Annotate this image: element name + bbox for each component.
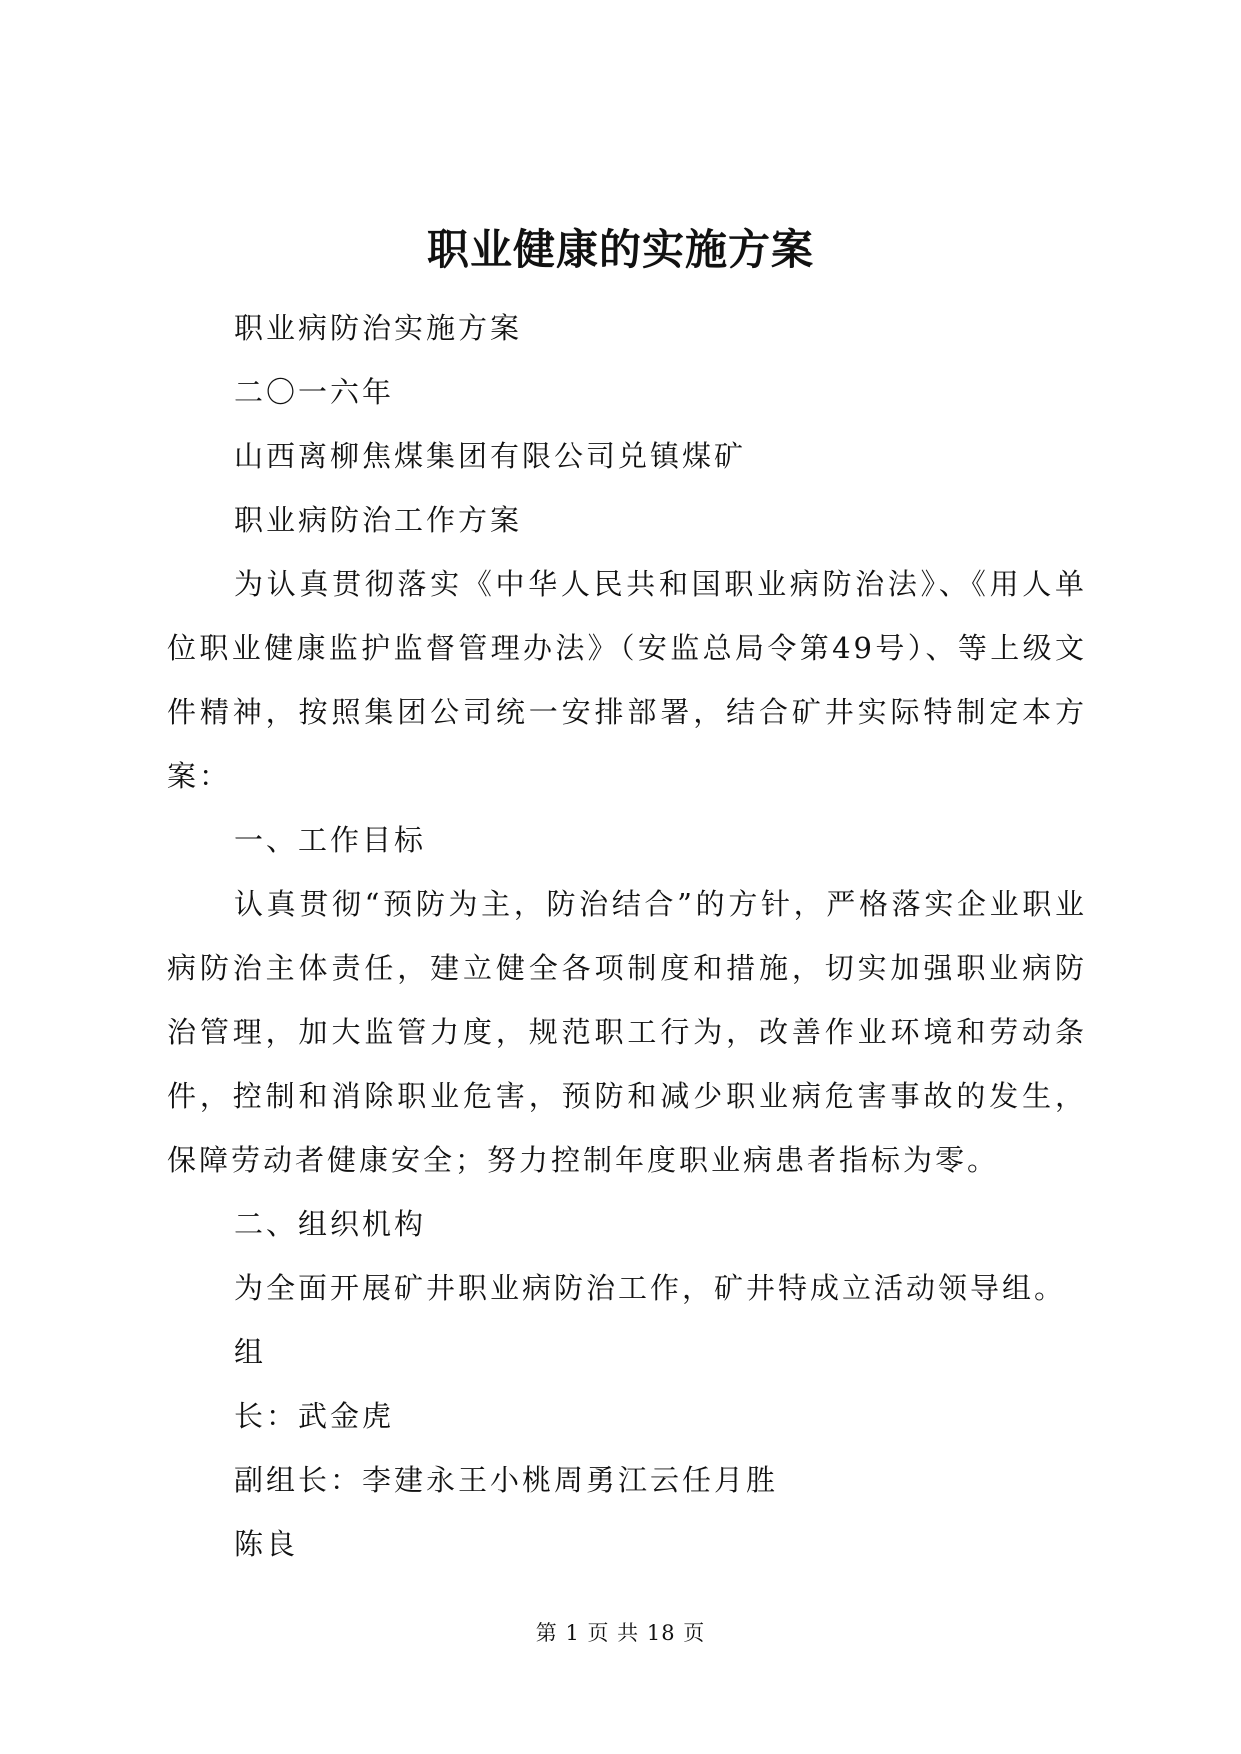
paragraph-year: 二〇一六年 xyxy=(234,375,395,409)
document-title: 职业健康的实施方案 xyxy=(426,225,814,274)
paragraph-company: 山西离柳焦煤集团有限公司兑镇煤矿 xyxy=(234,439,747,473)
paragraph-group-leader: 长：武金虎 xyxy=(234,1399,395,1433)
document-body xyxy=(167,296,1087,1576)
paragraph-intro: 为认真贯彻落实《中华人民共和国职业病防治法》、《用人单位职业健康监护监督管理办法》（安监总局令第49号）、等上级文件精神，按照集团公司统一安排部署，结合矿井实际特制定本方案： xyxy=(167,567,1087,793)
section-heading-goals: 一、工作目标 xyxy=(234,823,427,857)
paragraph-plan-name: 职业病防治工作方案 xyxy=(234,503,523,537)
paragraph-subtitle: 职业病防治实施方案 xyxy=(234,311,523,345)
paragraph-member-name: 陈良 xyxy=(234,1527,299,1561)
page-number-footer: 第 1 页 共 18 页 xyxy=(535,1621,706,1645)
paragraph-deputy-leaders: 副组长：李建永王小桃周勇江云任月胜 xyxy=(234,1463,779,1497)
paragraph-goals: 认真贯彻“预防为主，防治结合”的方针，严格落实企业职业病防治主体责任，建立健全各项制度和措施，切实加强职业病防治管理，加大监管力度，规范职工行为，改善作业环境和劳动条件，控制和消除职业危害，预防和减少职业病危害事故的发生，保障劳动者健康安全；努力控制年度职业病患者指标为零。 xyxy=(167,887,1087,1177)
paragraph-group-fragment: 组 xyxy=(234,1335,267,1369)
section-heading-organization: 二、组织机构 xyxy=(234,1207,427,1241)
paragraph-organization: 为全面开展矿井职业病防治工作，矿井特成立活动领导组。 xyxy=(234,1271,1067,1305)
